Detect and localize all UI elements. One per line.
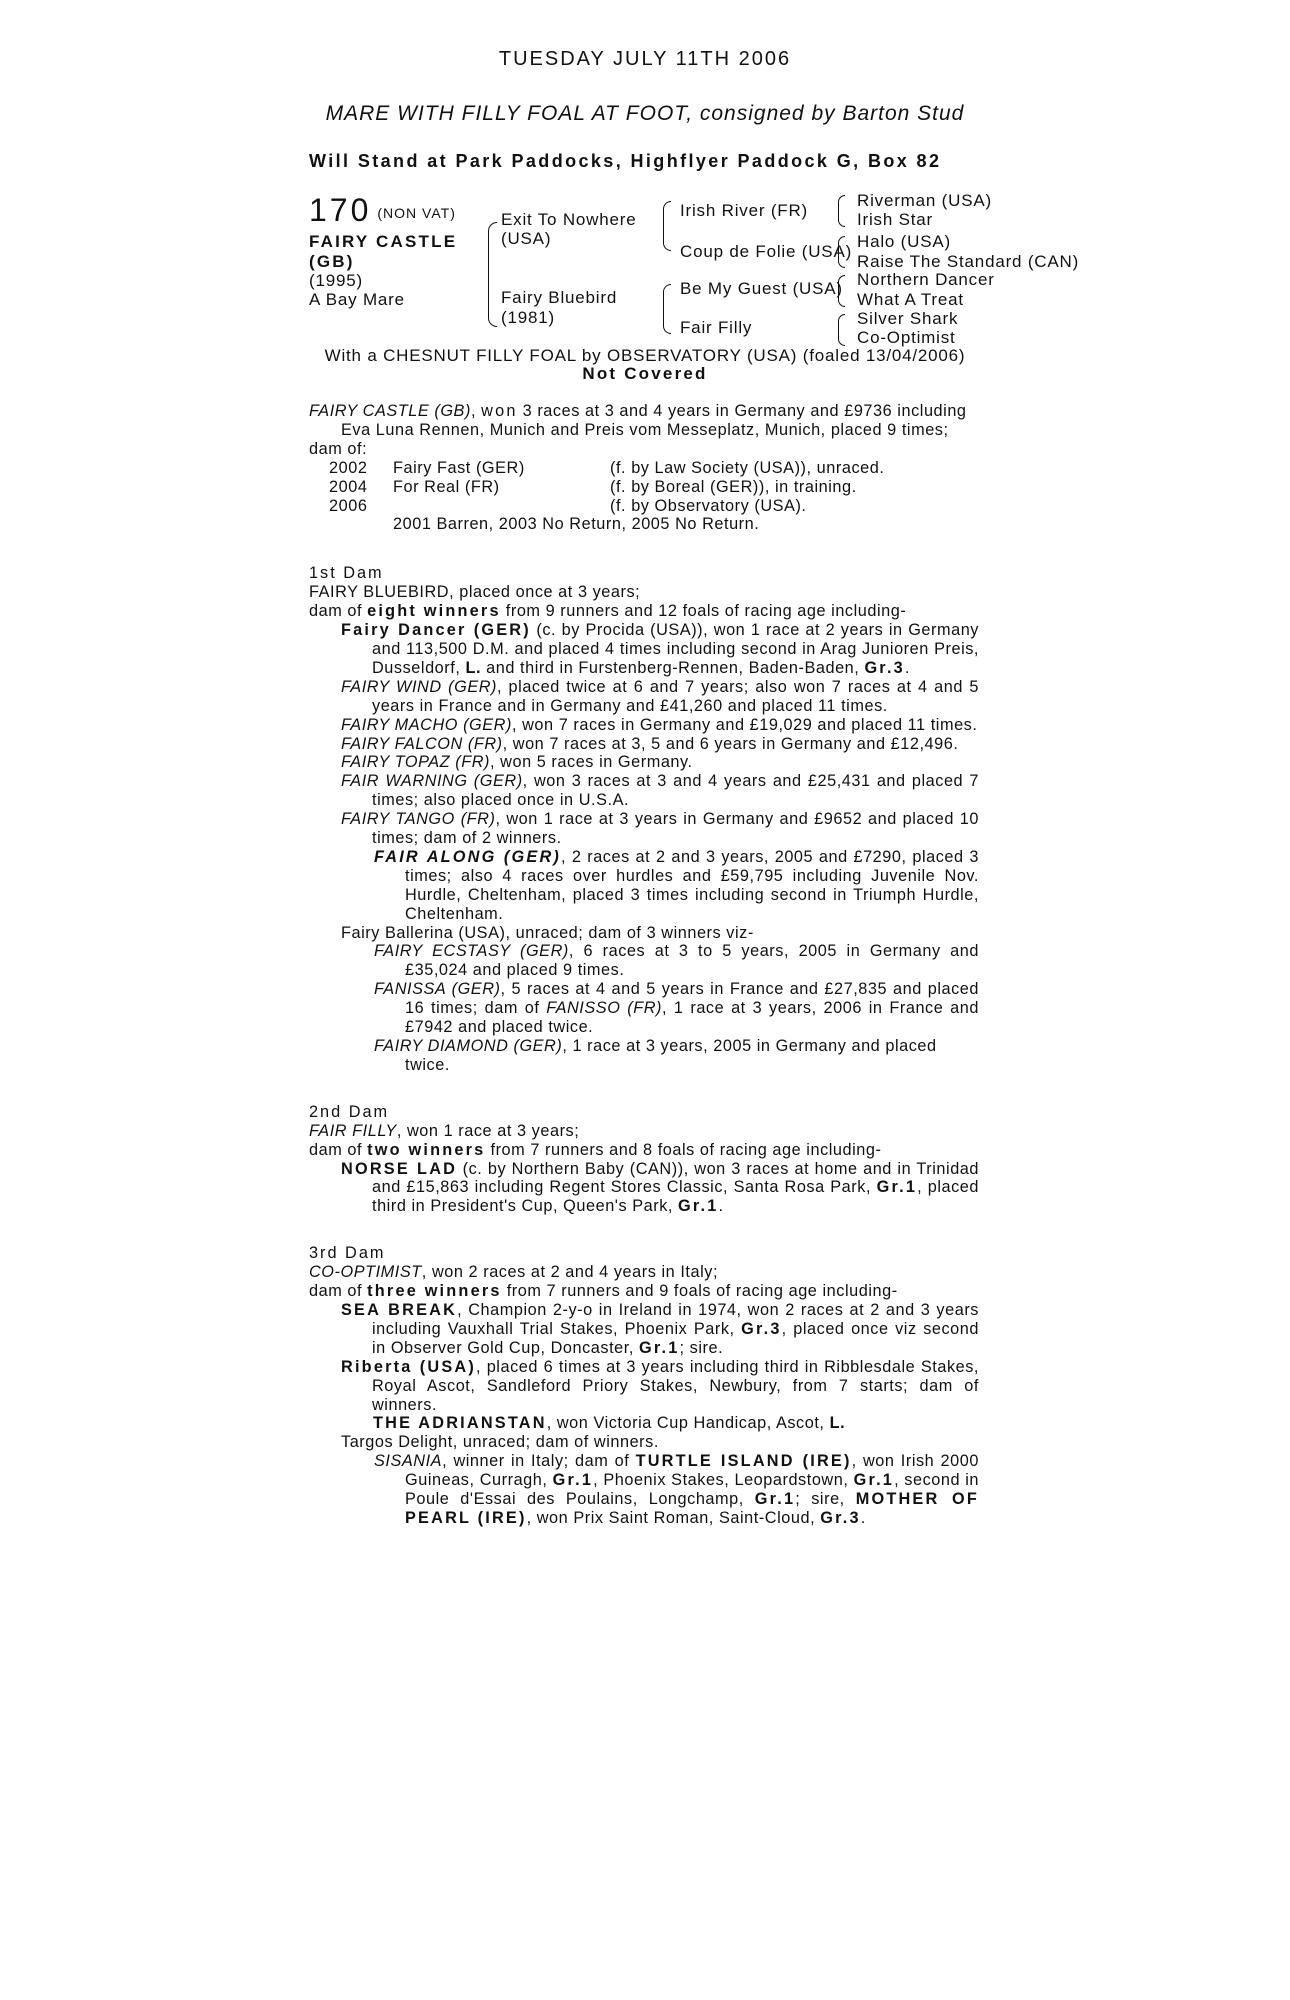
entry-targos-delight: Targos Delight, unraced; dam of winners. — [341, 1433, 659, 1452]
group-label: Gr.1 — [876, 1178, 918, 1197]
pedigree-sire-dam: Coup de Folie (USA) — [680, 242, 853, 261]
mare-record-b: Eva Luna Rennen, Munich and Preis vom Messeplatz, Munich, placed 9 times; — [341, 420, 949, 439]
entry-fairy-dancer: Fairy Dancer (GER) (c. by Procida (USA)), won 1 race at 2 years in Germany and 113,500 D.M. and placed 4 times including second in Arag Junioren Preis, Dusseldorf, L. and third in Furstenberg-Rennen, Baden-Baden, Gr.3. — [341, 621, 979, 677]
entry-text: , won 3 races at 3 and 4 years and £25,431 and placed 7 times; also placed once in U.S.A. — [372, 772, 979, 810]
pedigree-ddd: Co-Optimist — [857, 328, 956, 347]
entry-norse-lad: NORSE LAD (c. by Northern Baby (CAN)), won 3 races at home and in Trinidad and £15,863 including Regent Stores Classic, Santa Rosa Park, Gr.1, placed third in President's Cup, Queen's Park, Gr.1. — [341, 1159, 980, 1216]
group-label: Gr.1 — [853, 1471, 895, 1490]
entry-text: , Champion 2-y-o in Ireland in 1974, won 2 races at 2 and 3 years including Vauxhall Trial Stakes, Phoenix Park, — [372, 1300, 979, 1338]
first-dam-winners — [309, 602, 979, 621]
group-label: Gr.1 — [754, 1490, 796, 1509]
group-label: Gr.1 — [678, 1197, 719, 1216]
entry-name: FAIRY ECSTASY (GER) — [374, 942, 569, 961]
first-dam-heading: 1st Dam — [309, 564, 384, 583]
pedigree-brace — [838, 195, 845, 227]
entry-fair-along — [309, 848, 979, 924]
entry-name: FAIRY TOPAZ (FR) — [341, 753, 491, 772]
entry-text: , won 7 races in Germany and £19,029 and placed 11 times. — [511, 715, 978, 734]
entry-text: , placed third in President's Cup, Queen's Park, — [372, 1178, 979, 1216]
entry-text: and third in Furstenberg-Rennen, Baden-Baden, — [486, 658, 860, 677]
entry-name: FAIRY FALCON (FR) — [341, 734, 503, 753]
pedigree-dam-sire: Be My Guest (USA) — [680, 279, 843, 298]
table-row — [329, 459, 884, 478]
entry-name: Riberta (USA) — [341, 1357, 476, 1376]
produce-name: For Real (FR) — [393, 477, 500, 496]
winners-count: two winners — [367, 1140, 486, 1159]
entry-text: (c. by Northern Baby (CAN)), won 3 races at home and in Trinidad and £15,863 including Regent Stores Classic, Santa Rosa Park, — [372, 1159, 980, 1197]
pedigree-sss: Riverman (USA) — [857, 191, 992, 210]
entry-text: , winner in Italy; dam of — [442, 1452, 630, 1471]
produce-year: 2006 — [329, 496, 368, 515]
listed-label: L. — [465, 658, 482, 677]
mare-record-a: 3 races at 3 and 4 years in Germany and £9736 including — [522, 402, 967, 420]
entry-text: , 6 races at 3 to 5 years, 2005 in Germany and £35,024 and placed 9 times. — [405, 942, 979, 980]
entry-text: , Phoenix Stakes, Leopardstown, — [593, 1471, 849, 1490]
pedigree-dss: Northern Dancer — [857, 270, 995, 289]
foal-note: With a CHESNUT FILLY FOAL by OBSERVATORY (USA) (foaled 13/04/2006) — [324, 346, 966, 365]
produce-name: Fairy Fast (GER) — [393, 458, 525, 477]
pedigree-brace — [663, 201, 671, 251]
lot-number-value: 170 — [309, 192, 372, 228]
entry-riberta — [309, 1358, 979, 1415]
entry-name: FAIR WARNING (GER) — [341, 772, 523, 791]
produce-table — [329, 459, 884, 516]
pedigree-dam: Fairy Bluebird — [501, 288, 618, 307]
produce-year: 2004 — [329, 477, 368, 496]
produce-info: (f. by Law Society (USA)), unraced. — [610, 458, 885, 477]
covering-status: Not Covered — [582, 364, 708, 383]
pedigree-notes — [309, 402, 979, 1528]
pedigree-sire-country: (USA) — [501, 229, 552, 248]
pedigree-ssd: Irish Star — [857, 210, 934, 229]
entry-sisania: SISANIA, winner in Italy; dam of TURTLE ISLAND (IRE), won Irish 2000 Guineas, Curragh, Gr.1, Phoenix Stakes, Leopardstown, Gr.1, second in Poule d'Essai des Poulains, Longchamp, Gr.1; sire, MOTHER OF PEARL (IRE), won Prix Saint Roman, Saint-Cloud, Gr.3. — [374, 1452, 980, 1527]
dam-of-text-b: from 9 runners and 12 foals of racing age including- — [505, 602, 907, 621]
entry-text: , placed twice at 6 and 7 years; also won 7 races at 4 and 5 years in France and in Germany and £41,260 and placed 11 times. — [372, 677, 980, 715]
entry-text: , placed once viz second in Observer Gold Cup, Doncaster, — [372, 1319, 979, 1357]
entry-fairy-ballerina: Fairy Ballerina (USA), unraced; dam of 3 winners viz- — [341, 923, 754, 942]
vat-status: (NON VAT) — [377, 204, 456, 221]
produce-info: (f. by Observatory (USA). — [610, 496, 807, 515]
dam-of-text-b: from 7 runners and 8 foals of racing age including- — [490, 1140, 882, 1159]
won-label: won — [431, 1263, 464, 1282]
entry-subname: FANISSO (FR) — [546, 999, 662, 1018]
mare-record: FAIRY CASTLE (GB), won 3 races at 3 and 4 years in Germany and £9736 including — [309, 402, 967, 420]
second-dam-line: FAIR FILLY, won 1 race at 3 years; — [309, 1121, 580, 1140]
third-dam-heading: 3rd Dam — [309, 1244, 386, 1263]
entry-fairy-tango — [309, 810, 979, 848]
entry-sea-break — [309, 1301, 979, 1358]
entry-text: , won 1 race at 3 years in Germany and £9652 and placed 10 times; dam of 2 winners. — [372, 810, 979, 848]
horse-name: FAIRY CASTLE — [309, 232, 458, 251]
group-label: Gr.3 — [864, 658, 905, 677]
produce-info: (f. by Boreal (GER)), in training. — [610, 477, 857, 496]
third-dam-line: CO-OPTIMIST, won 2 races at 2 and 4 years in Italy; — [309, 1263, 719, 1282]
entry-fairy-falcon — [309, 735, 979, 754]
sale-date: TUESDAY JULY 11TH 2006 — [498, 48, 792, 70]
group-label: Gr.3 — [820, 1508, 861, 1527]
pedigree-sdd: Raise The Standard (CAN) — [857, 252, 1080, 271]
entry-name: NORSE LAD — [341, 1159, 458, 1178]
produce-year: 2002 — [329, 458, 368, 477]
entry-name: FANISSA (GER) — [374, 980, 501, 999]
entry-text: ; sire, — [795, 1490, 845, 1509]
horse-description: A Bay Mare — [309, 290, 405, 309]
entry-subname: MOTHER OF PEARL (IRE) — [405, 1490, 980, 1527]
pedigree-brace — [838, 236, 845, 268]
third-dam-winners — [309, 1282, 979, 1301]
entry-name: FAIRY WIND (GER) — [341, 677, 498, 696]
entry-text: , 1 race at 3 years, 2006 in France and £7942 and placed twice. — [405, 999, 979, 1037]
second-dam-winners — [309, 1141, 979, 1160]
pedigree-brace — [488, 222, 497, 327]
entry-name: THE ADRIANSTAN — [373, 1414, 547, 1433]
entry-fair-warning — [309, 772, 979, 810]
lot-subtitle: MARE WITH FILLY FOAL AT FOOT, consigned by Barton Stud — [325, 102, 965, 125]
entry-text: , won Irish 2000 Guineas, Curragh, — [405, 1452, 979, 1490]
dam-of-text-b: from 7 runners and 9 foals of racing age including- — [506, 1282, 898, 1301]
table-row — [329, 497, 884, 516]
mare-name: FAIRY CASTLE (GB) — [309, 402, 471, 420]
entry-fairy-diamond — [309, 1037, 979, 1075]
dam-of-text: dam of — [309, 1140, 363, 1159]
entry-text: ; sire. — [679, 1338, 724, 1357]
entry-fairy-wind — [309, 678, 979, 716]
entry-fairy-ecstasy — [309, 942, 979, 980]
produce-name — [393, 497, 610, 516]
winners-count: eight winners — [367, 602, 501, 621]
group-label: Gr.1 — [552, 1471, 594, 1490]
first-dam-line: FAIRY BLUEBIRD, placed once at 3 years; — [309, 583, 641, 602]
dam-record: 2 races at 2 and 4 years in Italy; — [468, 1263, 719, 1282]
won-label: won — [407, 1121, 439, 1140]
entry-fairy-macho — [309, 716, 979, 735]
pedigree-dsd: What A Treat — [857, 290, 964, 309]
entry-name: FAIR ALONG (GER) — [374, 847, 562, 866]
horse-country: (GB) — [309, 252, 355, 271]
entry-text: (c. by Procida (USA)), won 1 race at 2 years in Germany and 113,500 D.M. and placed 4 times including second in Arag Junioren Preis, Dusseldorf, — [372, 621, 979, 677]
pedigree-brace — [838, 275, 845, 307]
entry-text: , second in Poule d'Essai des Poulains, Longchamp, — [405, 1471, 980, 1509]
dam-name: CO-OPTIMIST — [309, 1263, 422, 1282]
group-label: Gr.3 — [741, 1319, 782, 1338]
second-dam-heading: 2nd Dam — [309, 1102, 390, 1121]
barren-record: 2001 Barren, 2003 No Return, 2005 No Return. — [393, 515, 760, 534]
stand-location: Will Stand at Park Paddocks, Highflyer Paddock G, Box 82 — [309, 151, 942, 171]
dam-of-label: dam of: — [309, 439, 368, 458]
dam-record: 1 race at 3 years; — [443, 1121, 580, 1140]
pedigree-sire-sire: Irish River (FR) — [680, 201, 809, 220]
group-label: Gr.1 — [639, 1338, 680, 1357]
entry-fanissa — [309, 980, 979, 1037]
dam-of-text: dam of — [309, 1282, 363, 1301]
pedigree-sds: Halo (USA) — [857, 232, 951, 251]
entry-fairy-topaz — [309, 753, 979, 772]
entry-text: , 5 races at 4 and 5 years in France and £27,835 and placed 16 times; dam of — [405, 980, 979, 1018]
pedigree-dam-year: (1981) — [501, 308, 555, 327]
dam-of-text: dam of — [309, 602, 363, 621]
entry-text: , won Prix Saint Roman, Saint-Cloud, — [526, 1508, 816, 1527]
entry-the-adrianstan — [309, 1414, 979, 1433]
entry-name: SEA BREAK — [341, 1300, 458, 1319]
entry-text: , 1 race at 3 years, 2005 in Germany and placed twice. — [405, 1037, 937, 1074]
pedigree-brace — [663, 284, 671, 334]
horse-year: (1995) — [309, 271, 363, 290]
entry-name: FAIRY MACHO (GER) — [341, 715, 512, 734]
entry-name: FAIRY DIAMOND (GER) — [374, 1037, 563, 1055]
table-row — [329, 478, 884, 497]
entry-text: , won Victoria Cup Handicap, Ascot, — [546, 1414, 825, 1433]
won-label: won — [481, 402, 518, 420]
dam-name: FAIR FILLY — [309, 1121, 397, 1140]
entry-name: FAIRY TANGO (FR) — [341, 810, 496, 829]
entry-name: SISANIA — [374, 1452, 443, 1471]
entry-text: , placed 6 times at 3 years including third in Ribblesdale Stakes, Royal Ascot, Sandleford Priory Stakes, Newbury, from 7 starts; dam of winners. — [372, 1357, 980, 1414]
pedigree-brace — [838, 314, 845, 346]
lot-number — [309, 192, 456, 229]
winners-count: three winners — [367, 1282, 502, 1301]
entry-name: Fairy Dancer (GER) — [341, 621, 531, 640]
listed-label: L. — [829, 1414, 846, 1433]
pedigree-sire: Exit To Nowhere — [501, 210, 637, 229]
pedigree-dam-dam: Fair Filly — [680, 318, 753, 337]
entry-text: , 2 races at 2 and 3 years, 2005 and £7290, placed 3 times; also 4 races over hurdles and £59,795 including Juvenile Nov. Hurdle, Cheltenham, placed 3 times including second in Triumph Hurdle, Cheltenham. — [405, 847, 979, 923]
pedigree-dds: Silver Shark — [857, 309, 959, 328]
entry-text: , won 7 races at 3, 5 and 6 years in Germany and £12,496. — [502, 734, 959, 753]
entry-text: , won 5 races in Germany. — [490, 753, 693, 772]
entry-subname: TURTLE ISLAND (IRE) — [635, 1452, 852, 1471]
